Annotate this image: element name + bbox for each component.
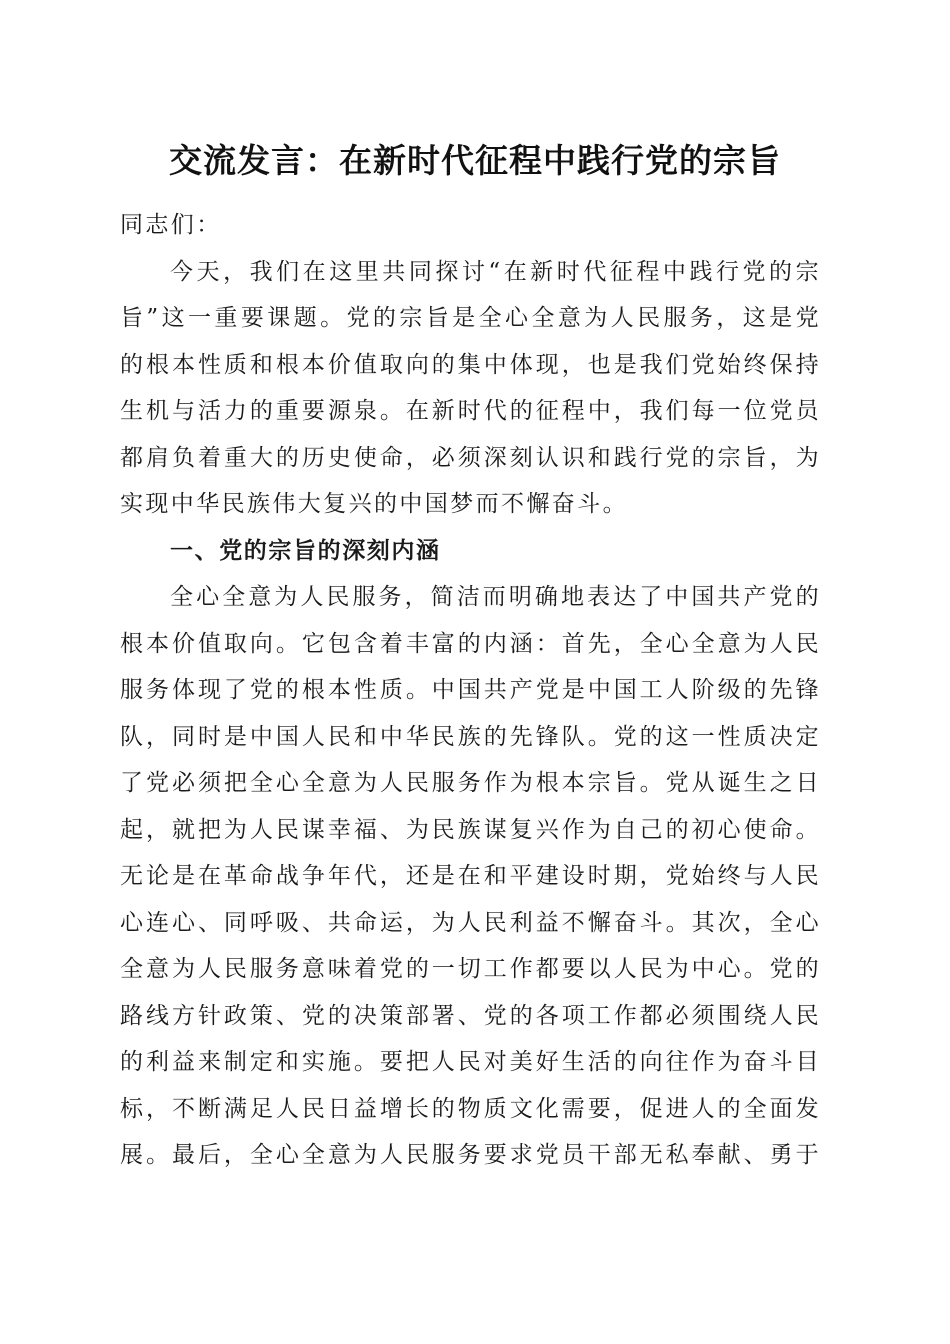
document-body — [120, 202, 821, 1179]
intro-line: 旨”这一重要课题。党的宗旨是全心全意为人民服务，这是党 — [120, 305, 821, 331]
intro-line: 的根本性质和根本价值取向的集中体现，也是我们党始终保持 — [120, 351, 821, 378]
document-title: 交流发言：在新时代征程中践行党的宗旨 — [169, 141, 781, 180]
section-line: 无论是在革命战争年代，还是在和平建设时期，党始终与人民 — [120, 863, 821, 889]
section-line: 标，不断满足人民日益增长的物质文化需要，促进人的全面发 — [120, 1095, 821, 1122]
section-line: 服务体现了党的根本性质。中国共产党是中国工人阶级的先锋 — [120, 677, 821, 703]
intro-line: 都肩负着重大的历史使命，必须深刻认识和践行党的宗旨，为 — [120, 444, 821, 471]
section-line: 的利益来制定和实施。要把人民对美好生活的向往作为奋斗目 — [120, 1049, 821, 1075]
section-line: 全心全意为人民服务，简洁而明确地表达了中国共产党的 — [170, 584, 821, 610]
intro-line: 生机与活力的重要源泉。在新时代的征程中，我们每一位党员 — [120, 398, 821, 424]
section-line: 起，就把为人民谋幸福、为民族谋复兴作为自己的初心使命。 — [120, 816, 821, 843]
intro-line: 实现中华民族伟大复兴的中国梦而不懈奋斗。 — [120, 491, 628, 517]
salutation: 同志们： — [120, 212, 222, 238]
section-line: 全意为人民服务意味着党的一切工作都要以人民为中心。党的 — [120, 956, 821, 982]
section-line: 路线方针政策、党的决策部署、党的各项工作都必须围绕人民 — [120, 1002, 821, 1029]
intro-line: 今天，我们在这里共同探讨“在新时代征程中践行党的宗 — [170, 258, 821, 285]
section-line: 心连心、同呼吸、共命运，为人民利益不懈奋斗。其次，全心 — [120, 909, 821, 936]
section-line: 展。最后，全心全意为人民服务要求党员干部无私奉献、勇于 — [120, 1142, 821, 1168]
section-line: 了党必须把全心全意为人民服务作为根本宗旨。党从诞生之日 — [120, 770, 821, 796]
section-line: 根本价值取向。它包含着丰富的内涵：首先，全心全意为人民 — [120, 630, 821, 657]
section-heading: 一、党的宗旨的深刻内涵 — [170, 537, 441, 564]
section-line: 队，同时是中国人民和中华民族的先锋队。党的这一性质决定 — [120, 723, 821, 750]
